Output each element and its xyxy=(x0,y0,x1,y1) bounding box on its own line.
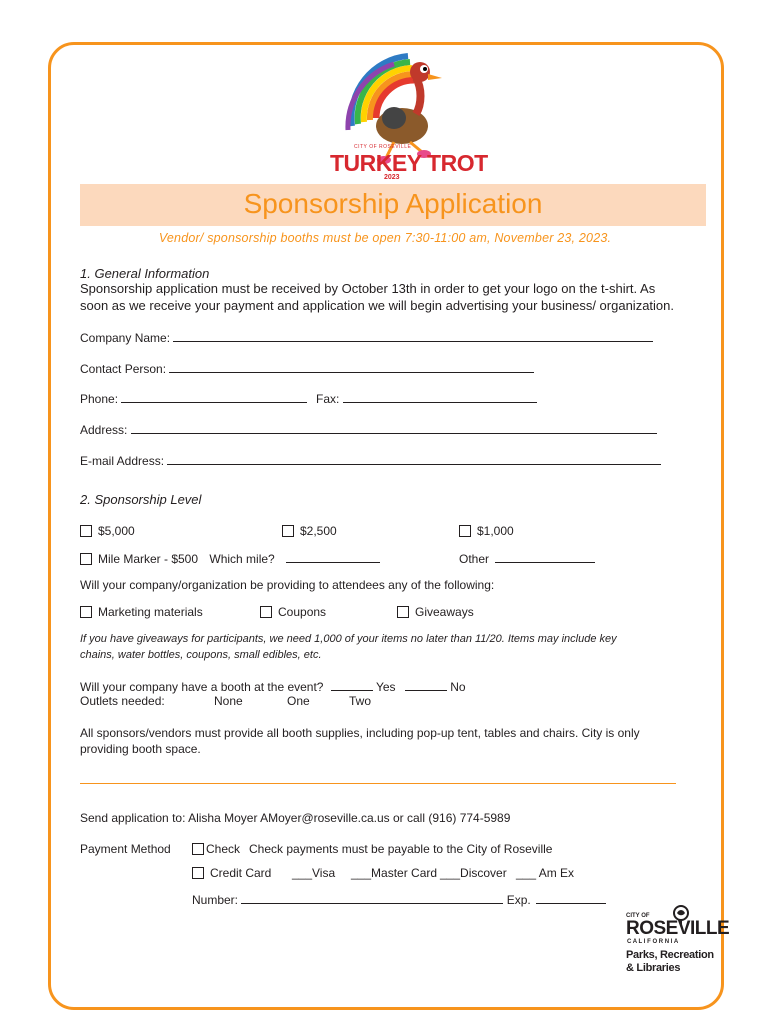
other-field[interactable] xyxy=(495,551,595,563)
exp-label: Exp. xyxy=(506,893,531,907)
outlets-label: Outlets needed: xyxy=(80,694,165,708)
level-2500-option[interactable] xyxy=(282,524,337,538)
address-row xyxy=(80,422,657,437)
section-divider xyxy=(80,783,676,784)
credit-card-option[interactable] xyxy=(192,866,271,880)
roseville-state: C A L I F O R N I A xyxy=(627,939,679,945)
provide-question: Will your company/organization be providing to attendees any of the following: xyxy=(80,578,495,592)
address-field[interactable] xyxy=(131,422,657,434)
level-5000-option[interactable] xyxy=(80,524,135,538)
email-field[interactable] xyxy=(167,453,661,465)
company-name-label: Company Name: xyxy=(80,331,171,345)
discover-option[interactable]: ___Discover xyxy=(440,866,507,880)
which-mile-field[interactable] xyxy=(286,551,380,563)
logo-title: TURKEY TROT xyxy=(330,150,488,176)
card-number-row xyxy=(192,892,606,907)
company-name-row xyxy=(80,330,653,345)
intro-line-2: soon as we receive your payment and application we will begin advertising your business/ organization. xyxy=(80,298,675,313)
company-name-field[interactable] xyxy=(173,330,653,342)
other-row xyxy=(459,551,595,566)
giveaways-label: Giveaways xyxy=(415,605,474,619)
fax-row xyxy=(316,391,537,406)
giveaways-checkbox[interactable] xyxy=(397,606,409,618)
booth-question-row xyxy=(80,679,466,694)
giveaways-note-1: If you have giveaways for participants, we need 1,000 of your items no later than 11/20. Items may include key xyxy=(80,633,617,645)
email-row xyxy=(80,453,661,468)
supplies-note-1: All sponsors/vendors must provide all booth supplies, including pop-up tent, tables and chairs. City is only xyxy=(80,726,640,740)
marketing-label: Marketing materials xyxy=(98,605,203,619)
outlet-one[interactable]: One xyxy=(287,694,310,708)
coupons-label: Coupons xyxy=(278,605,327,619)
credit-card-checkbox[interactable] xyxy=(192,867,204,879)
booth-no-label: No xyxy=(450,680,466,694)
coupons-checkbox[interactable] xyxy=(260,606,272,618)
fax-label: Fax: xyxy=(316,392,340,406)
level-1000-checkbox[interactable] xyxy=(459,525,471,537)
amex-option[interactable]: ___ Am Ex xyxy=(516,866,575,880)
level-2500-label: $2,500 xyxy=(300,524,337,538)
roseville-logo xyxy=(614,903,730,977)
fax-field[interactable] xyxy=(343,391,537,403)
send-application-text: Send application to: Alisha Moyer AMoyer@roseville.ca.us or call (916) 774-5989 xyxy=(80,811,511,825)
outlet-none[interactable]: None xyxy=(214,694,243,708)
level-5000-label: $5,000 xyxy=(98,524,135,538)
booth-no-field[interactable] xyxy=(405,679,447,691)
logo-city-text: CITY OF ROSEVILLE xyxy=(354,144,412,150)
title-banner xyxy=(80,184,706,226)
turkey-trot-logo xyxy=(324,48,488,186)
mile-marker-option[interactable] xyxy=(80,551,380,566)
logo-year: 2023 xyxy=(384,174,400,181)
mile-marker-label: Mile Marker - $500 xyxy=(98,552,199,566)
booth-yes-field[interactable] xyxy=(331,679,373,691)
booth-yes-label: Yes xyxy=(375,680,396,694)
card-number-field[interactable] xyxy=(241,892,503,904)
outlet-two[interactable]: Two xyxy=(349,694,372,708)
level-1000-label: $1,000 xyxy=(477,524,514,538)
phone-row xyxy=(80,391,307,406)
roseville-dept-line-1: Parks, Recreation xyxy=(626,949,714,961)
address-label: Address: xyxy=(80,423,128,437)
giveaways-note-2: chains, water bottles, coupons, small edibles, etc. xyxy=(80,649,322,661)
subtitle: Vendor/ sponsorship booths must be open 7:30-11:00 am, November 23, 2023. xyxy=(158,231,612,245)
roseville-dept-line-2: & Libraries xyxy=(626,962,681,974)
card-number-label: Number: xyxy=(192,893,239,907)
page-title: Sponsorship Application xyxy=(243,188,543,219)
check-label: Check xyxy=(206,842,241,856)
coupons-option[interactable] xyxy=(260,605,326,619)
check-note: Check payments must be payable to the City of Roseville xyxy=(249,842,553,856)
level-5000-checkbox[interactable] xyxy=(80,525,92,537)
roseville-name: ROSEVILLE xyxy=(626,918,730,939)
check-checkbox[interactable] xyxy=(192,843,204,855)
supplies-note-2: providing booth space. xyxy=(80,742,201,756)
which-mile-label: Which mile? xyxy=(209,552,275,566)
marketing-checkbox[interactable] xyxy=(80,606,92,618)
sponsorship-level-heading: 2. Sponsorship Level xyxy=(80,492,202,507)
visa-option[interactable]: ___Visa xyxy=(292,866,336,880)
giveaways-option[interactable] xyxy=(397,605,474,619)
mile-marker-checkbox[interactable] xyxy=(80,553,92,565)
level-2500-checkbox[interactable] xyxy=(282,525,294,537)
contact-person-label: Contact Person: xyxy=(80,362,167,376)
phone-field[interactable] xyxy=(121,391,307,403)
email-label: E-mail Address: xyxy=(80,454,165,468)
exp-field[interactable] xyxy=(536,892,606,904)
contact-person-field[interactable] xyxy=(169,361,534,373)
roseville-city-of: CITY OF xyxy=(626,913,650,919)
master-card-option[interactable]: ___Master Card xyxy=(351,866,438,880)
general-info-heading: 1. General Information xyxy=(80,266,210,281)
level-1000-option[interactable] xyxy=(459,524,514,538)
booth-question: Will your company have a booth at the event? xyxy=(80,680,324,694)
marketing-option[interactable] xyxy=(80,605,203,619)
contact-person-row xyxy=(80,361,534,376)
phone-label: Phone: xyxy=(80,392,119,406)
credit-card-label: Credit Card xyxy=(210,866,272,880)
check-option[interactable] xyxy=(192,842,240,856)
other-label: Other xyxy=(459,552,490,566)
intro-line-1: Sponsorship application must be received by October 13th in order to get your logo on the t-shirt. As xyxy=(80,281,656,296)
payment-method-label: Payment Method xyxy=(80,842,171,856)
